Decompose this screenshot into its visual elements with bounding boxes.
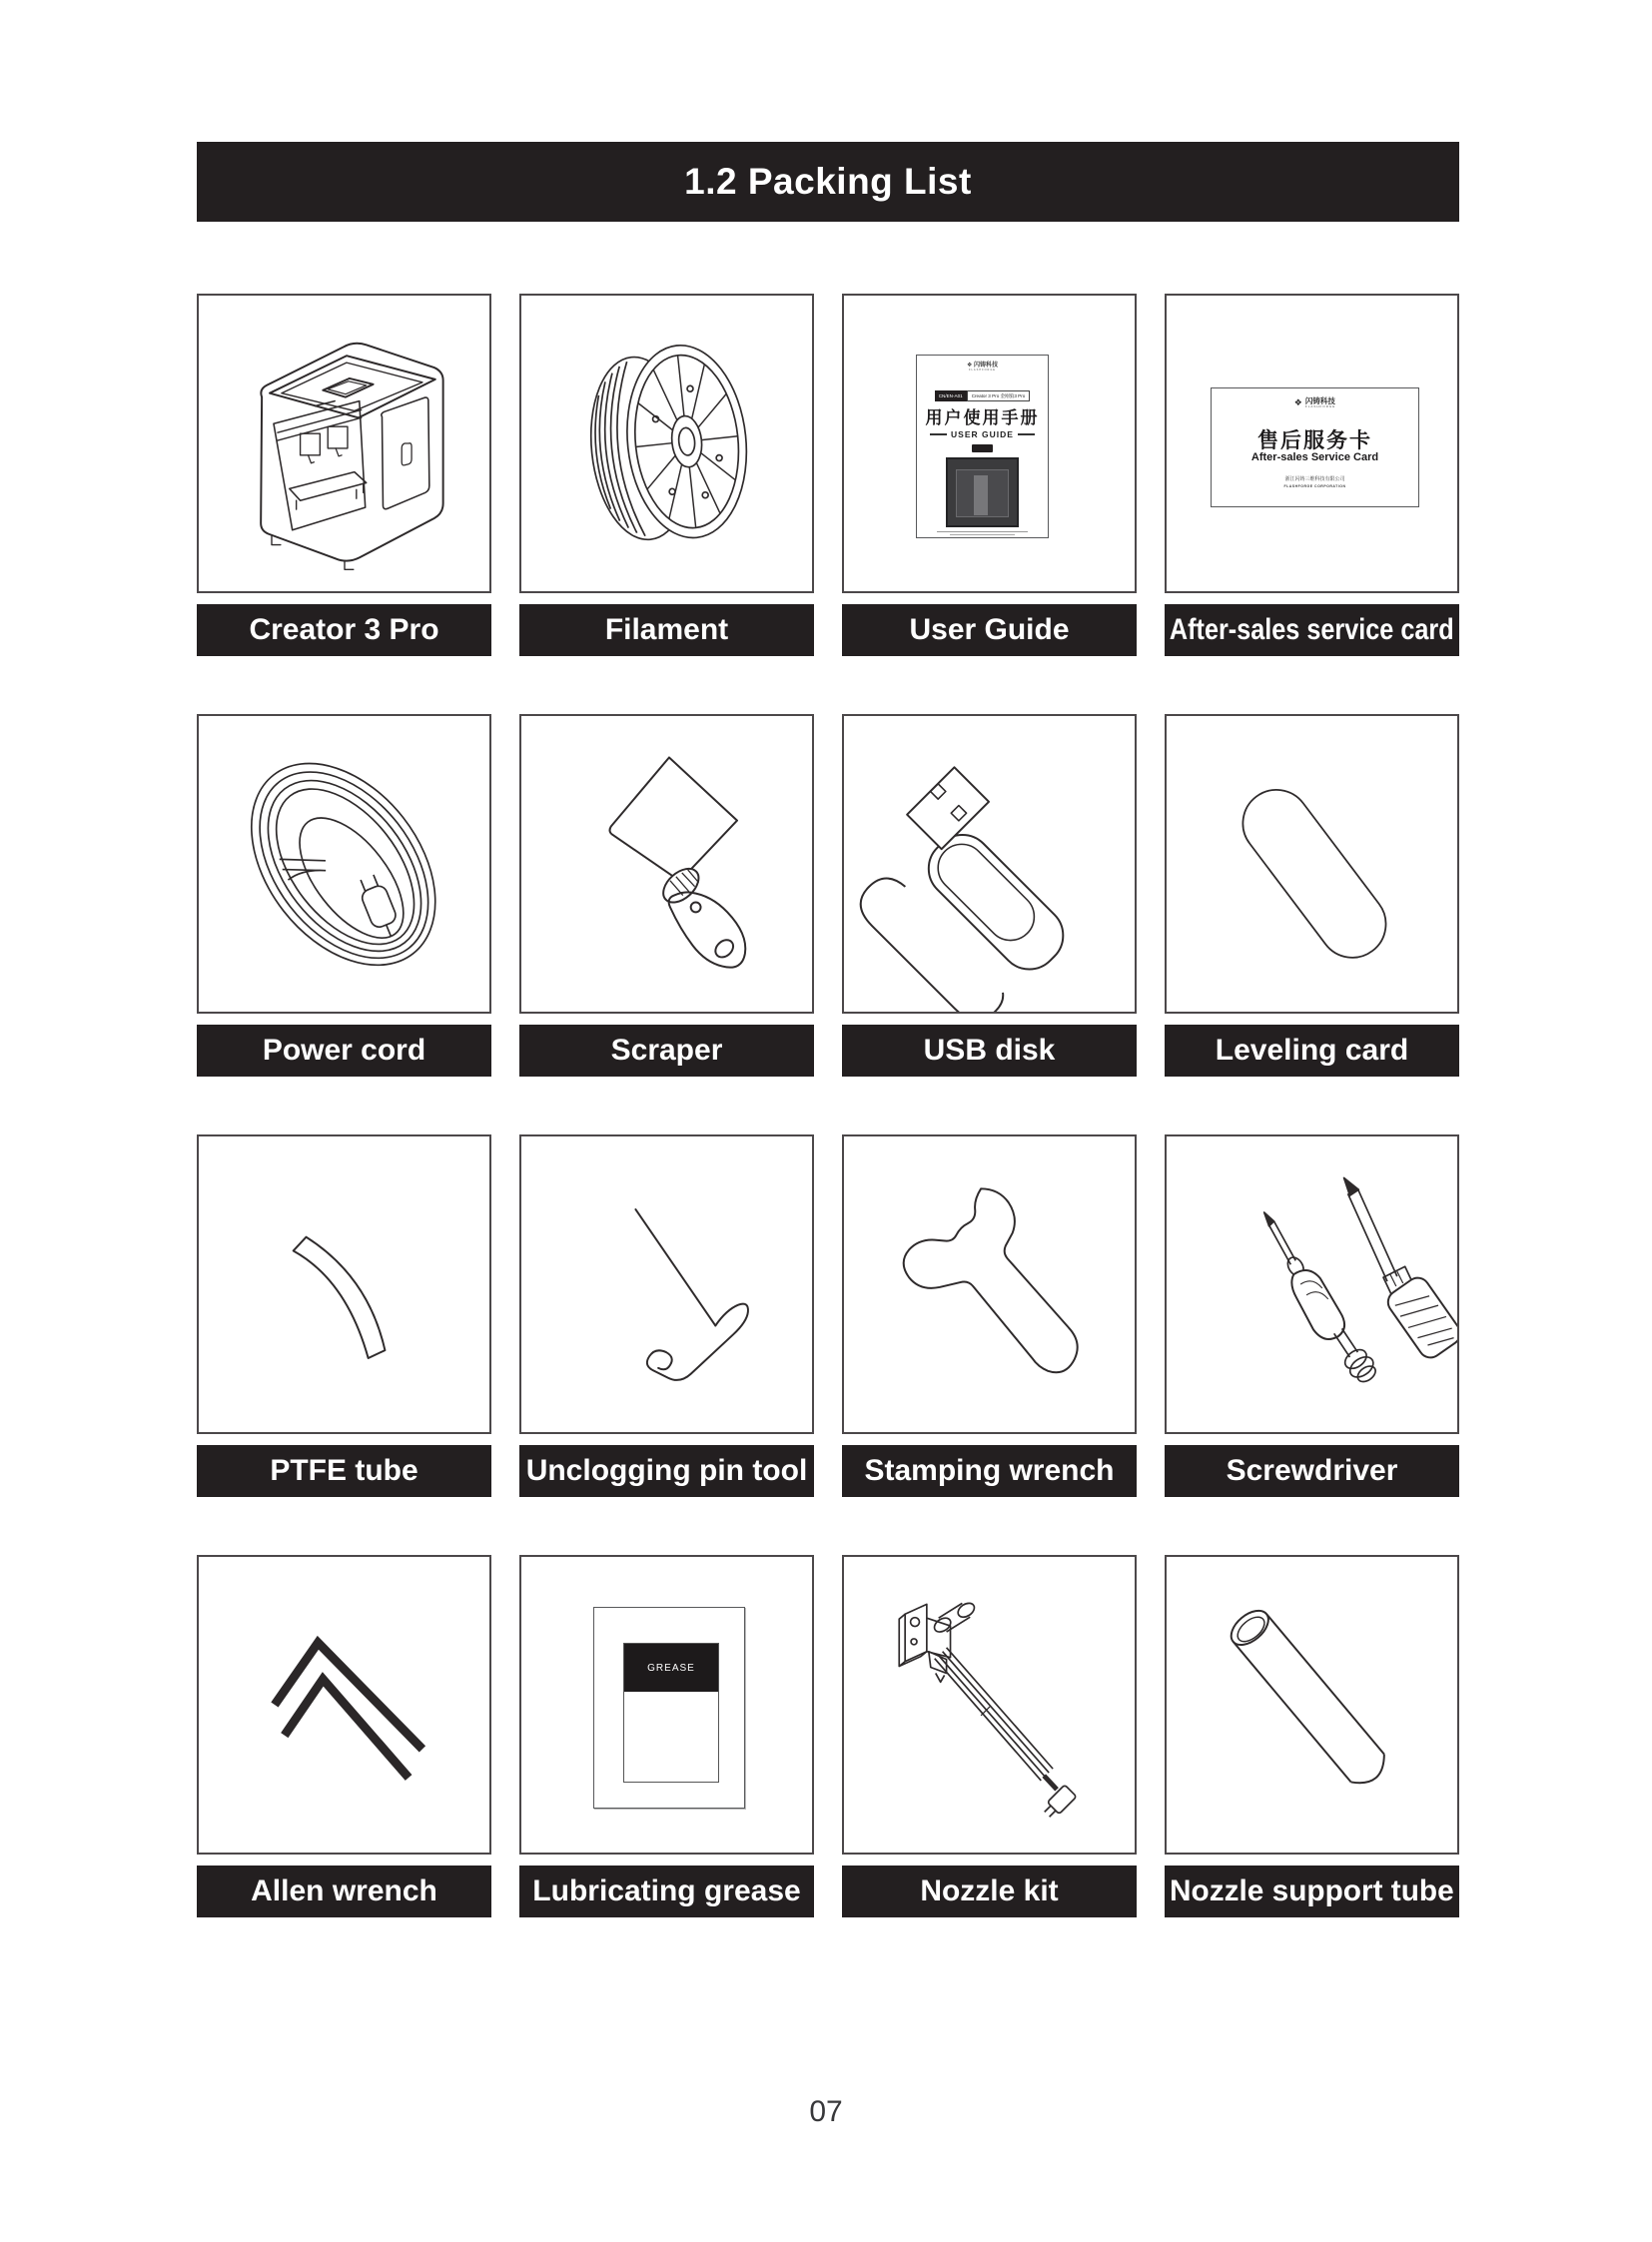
packing-item-screwdriver — [1165, 1134, 1459, 1497]
item-label: Filament — [604, 613, 729, 646]
item-label: PTFE tube — [270, 1454, 418, 1487]
item-label-bar — [519, 1025, 814, 1077]
guide-printer-photo — [946, 457, 1019, 527]
item-label-bar — [519, 1445, 814, 1497]
grease-label: GREASE — [647, 1662, 695, 1674]
packing-item-service-card — [1165, 294, 1459, 656]
packing-item-filament — [519, 294, 814, 656]
item-image-box — [1165, 714, 1459, 1014]
item-label-bar — [519, 604, 814, 656]
open-end-wrench-icon — [844, 1136, 1135, 1432]
packing-item-usb-disk — [842, 714, 1137, 1077]
item-label-bar — [1165, 1025, 1459, 1077]
item-label: Allen wrench — [251, 1874, 437, 1907]
packing-item-ptfe-tube — [197, 1134, 491, 1497]
item-label-bar — [197, 1445, 491, 1497]
item-label: Stamping wrench — [864, 1454, 1115, 1487]
item-image-box — [1165, 294, 1459, 593]
grease-label-band — [624, 1644, 718, 1692]
item-label: Leveling card — [1215, 1034, 1409, 1067]
item-image-box — [1165, 1555, 1459, 1855]
item-label: User Guide — [909, 613, 1070, 646]
item-label: Power cord — [262, 1034, 426, 1067]
item-label-bar — [842, 1866, 1137, 1917]
allen-keys-icon — [199, 1557, 489, 1853]
power-cord-coil-icon — [199, 716, 489, 1012]
ptfe-tube-icon — [199, 1136, 489, 1432]
item-label-bar — [842, 1445, 1137, 1497]
packing-item-unclogging-pin — [519, 1134, 814, 1497]
guide-title-cn: 用户使用手册 — [925, 408, 1040, 427]
item-label: Creator 3 Pro — [249, 613, 439, 646]
item-image-box — [842, 1134, 1137, 1434]
item-image-box — [1165, 1134, 1459, 1434]
filament-spool-icon — [521, 296, 812, 591]
section-title: 1.2 Packing List — [684, 161, 972, 202]
card-title-en: After-sales Service Card — [1250, 451, 1379, 463]
support-tube-icon — [1167, 1557, 1457, 1853]
item-image-box — [197, 1555, 491, 1855]
item-image-box — [842, 714, 1137, 1014]
item-image-box — [197, 294, 491, 593]
packing-item-allen-wrench — [197, 1555, 491, 1917]
item-label: Lubricating grease — [532, 1874, 801, 1907]
item-label: Unclogging pin tool — [525, 1454, 808, 1487]
packing-list-grid — [197, 294, 1459, 1917]
packing-item-leveling-card — [1165, 714, 1459, 1077]
item-label-bar — [197, 1866, 491, 1917]
packing-item-creator-3-pro — [197, 294, 491, 656]
usb-flash-drive-icon — [844, 716, 1135, 1012]
packing-item-power-cord — [197, 714, 491, 1077]
item-label-bar — [1165, 604, 1459, 656]
printer-3d-icon — [199, 296, 489, 591]
item-label-bar — [842, 1025, 1137, 1077]
user-guide-booklet-icon — [916, 355, 1049, 538]
packing-item-user-guide — [842, 294, 1137, 656]
packing-item-scraper — [519, 714, 814, 1077]
item-label: Nozzle kit — [920, 1874, 1059, 1907]
item-image-box — [519, 1555, 814, 1855]
item-image-box — [519, 1134, 814, 1434]
item-label-bar — [519, 1866, 814, 1917]
item-image-box — [197, 1134, 491, 1434]
item-label-bar — [1165, 1866, 1459, 1917]
packing-item-nozzle-kit — [842, 1555, 1137, 1917]
item-label: Scraper — [610, 1034, 723, 1067]
leveling-card-icon — [1167, 716, 1457, 1012]
item-label: Screwdriver — [1226, 1454, 1398, 1487]
flashforge-logo: ❖ 闪铸科技 FLASHFORGE — [1293, 396, 1336, 409]
section-title-bar — [197, 142, 1459, 222]
item-label: USB disk — [923, 1034, 1056, 1067]
item-label-bar — [842, 604, 1137, 656]
guide-model-chip: Creator 3 Pro 金刚狼3 Pro — [967, 390, 1031, 401]
card-company: 浙江闪铸三维科技有限公司 FLASHFORGE CORPORATION — [1283, 476, 1346, 488]
item-label-bar — [197, 1025, 491, 1077]
card-title-cn: 售后服务卡 — [1257, 429, 1372, 452]
item-label-bar — [1165, 1445, 1459, 1497]
flashforge-logo: ❖ 闪铸科技 FLASHFORGE — [966, 363, 999, 372]
screwdrivers-icon — [1167, 1136, 1457, 1432]
grease-packet-icon — [593, 1607, 745, 1809]
item-image-box — [197, 714, 491, 1014]
item-image-box — [842, 294, 1137, 593]
packing-item-stamping-wrench — [842, 1134, 1137, 1497]
item-label: Nozzle support tube — [1170, 1874, 1454, 1907]
item-image-box — [842, 1555, 1137, 1855]
guide-badge — [972, 444, 993, 452]
scraper-tool-icon — [521, 716, 812, 1012]
page-number: 07 — [809, 2095, 843, 2128]
guide-code-chip: CN/EN-A01 — [935, 390, 967, 401]
guide-title-en: USER GUIDE — [917, 429, 1048, 439]
packing-item-nozzle-support-tube — [1165, 1555, 1459, 1917]
item-image-box — [519, 714, 814, 1014]
packing-item-lubricating-grease — [519, 1555, 814, 1917]
nozzle-assembly-icon — [844, 1557, 1135, 1853]
item-image-box — [519, 294, 814, 593]
after-sales-card-icon — [1211, 387, 1419, 507]
unclogging-pin-icon — [521, 1136, 812, 1432]
item-label-bar — [197, 604, 491, 656]
item-label: After-sales service card — [1170, 613, 1454, 646]
